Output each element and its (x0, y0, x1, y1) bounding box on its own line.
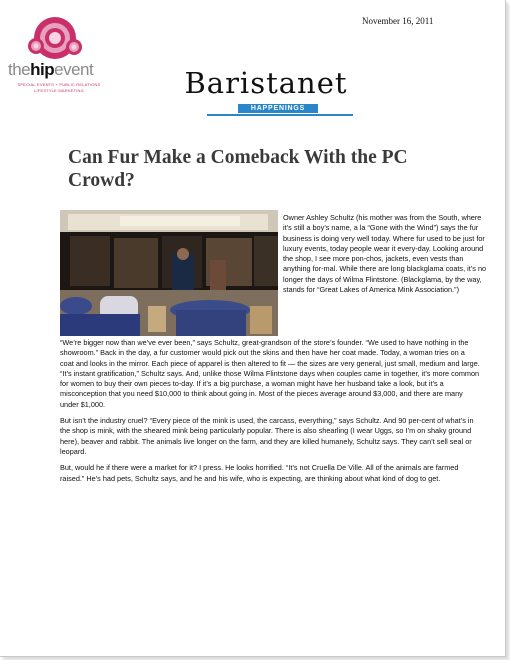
concentric-circles-logo-icon (26, 16, 84, 62)
date-line: November 16, 2011 (362, 16, 434, 26)
masthead-name: Baristanet (184, 66, 348, 100)
article-headline: Can Fur Make a Comeback With the PC Crowd? (68, 147, 408, 191)
article-intro: Owner Ashley Schultz (his mother was from the South, where it’s still a boy’s name, a la “Gone with the Wind”) says the fur business is doing very well today. Where fur used to be just for luxury events, today people wear it every-day. Looking around the shop, I see more pon-chos, jackets, even vests than anything for-mal. While there are long blackglama coats, it’s no longer the days of Wilma Flintstone. (Blackglama, by the way, stands for “Great Lakes of America Mink Association.”) (283, 213, 487, 295)
hip-event-tagline (9, 82, 109, 93)
tagline-line-1: SPECIAL EVENTS + PUBLIC RELATIONS (17, 82, 101, 87)
wordmark-the: the (8, 60, 31, 79)
article-paragraph: “We’re bigger now than we’ve ever been,” says Schultz, great-grandson of the store’s founder. “We used to have nothing in the showroom.” Back in the day, a fur customer would pick out the skins and then have her coat made. Today, a woman tries on a coat and looks in the mirror. Each piece of apparel is then altered to fit — the sizes are very general, just small, medium and large. “It’s instant gratification,” Schultz says. And, unlike those Wilma Flintstone days when couples came in together, it’s more common for women to buy their own pieces to-day. If it’s a big purchase, a woman might have her husband take a look, but it’s a misconception that you need $10,000 to think about going in. Most of the pieces average around $3,000, and there are many under $1,000. (60, 338, 480, 409)
fur-showroom-photo (60, 210, 278, 336)
hip-event-wordmark (8, 60, 108, 80)
masthead-section: HAPPENINGS (238, 104, 318, 113)
tagline-line-2: LIFESTYLE MARKETING (34, 87, 84, 93)
hip-event-logo (6, 16, 104, 96)
article-body (60, 338, 480, 490)
article-paragraph: But, would he if there were a market for it? I press. He looks horrified. “It’s not Cruella De Ville. All of the animals are farmed raised.” He’s had pets, Schultz says, and he and his wife, who is expecting, are thinking about what kind of dog to get. (60, 463, 459, 483)
article-paragraph: But isn’t the industry cruel? “Every piece of the mink is used, the carcass, everything,” says Schultz. And 90 per-cent of what’s in the shop is mink, with the sheared mink being particularly popular. There is also shearling (I wear Uggs, so I’m on shaky ground here), beaver and rabbit. The animals live longer on the farm, and they are killed humanely, Schultz says. They can’t sell seal or leopard. (60, 416, 474, 456)
wordmark-event: event (54, 60, 94, 79)
wordmark-hip: hip (30, 60, 55, 79)
